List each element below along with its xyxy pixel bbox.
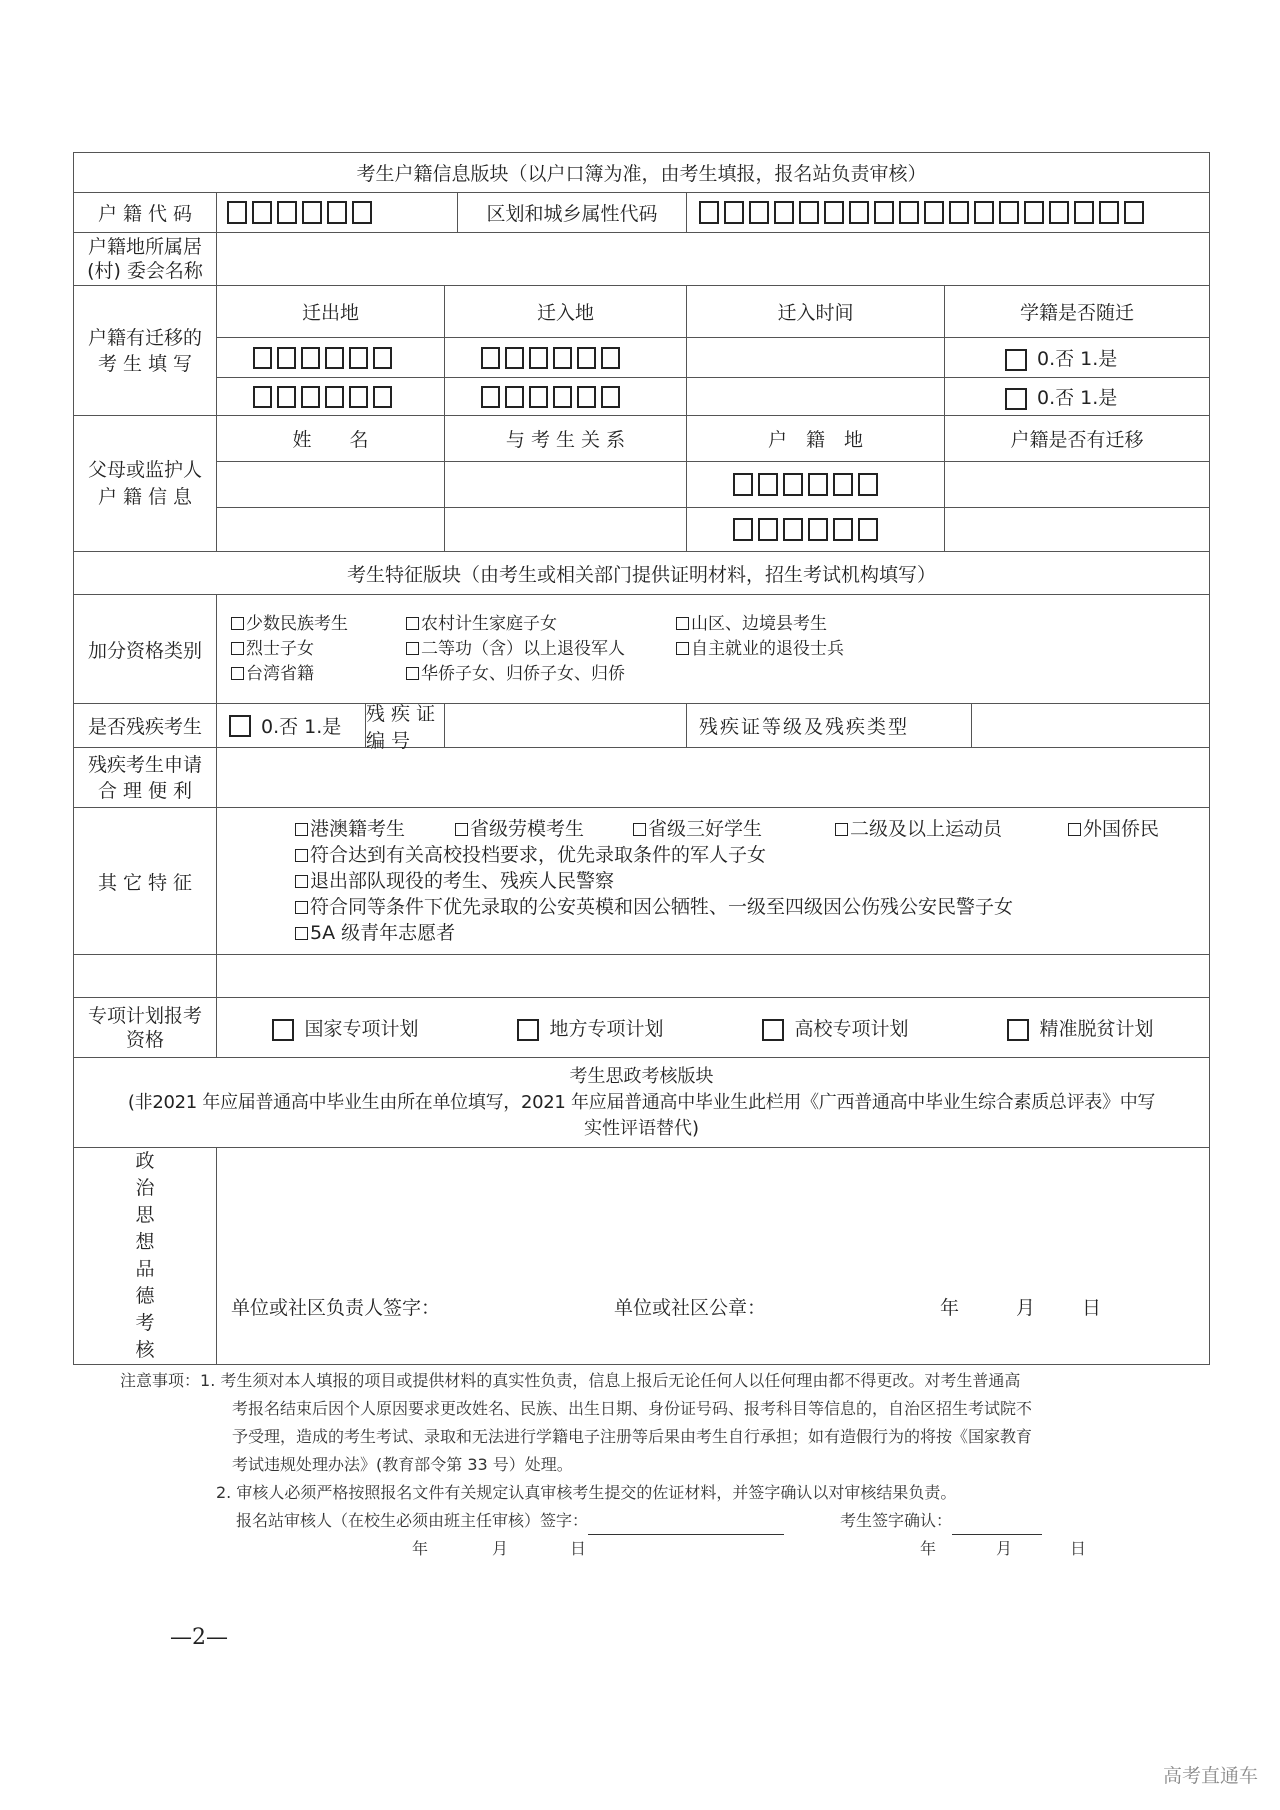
month-label: 月 — [1016, 1297, 1036, 1319]
other-options — [217, 810, 1209, 952]
student-day: 日 — [1070, 1539, 1087, 1558]
special-plan-option[interactable]: 精准脱贫计划 — [1007, 1014, 1153, 1041]
region-code-label: 区划和城乡属性代码 — [486, 203, 658, 225]
guardian-name-2[interactable] — [217, 508, 445, 552]
bonus-option[interactable]: 少数民族考生 — [231, 612, 406, 637]
special-plan-option[interactable]: 国家专项计划 — [272, 1014, 418, 1041]
signer-label: 单位或社区负责人签字： — [231, 1297, 441, 1319]
student-sign-line[interactable] — [952, 1516, 1042, 1535]
disabled-cert-level-field[interactable] — [972, 704, 1209, 747]
note-1-line-2: 考报名结束后因个人原因要求更改姓名、民族、出生日期、身份证号码、报考科目等信息的，自治区招生考试院不 — [232, 1399, 1033, 1418]
migration-out-boxes-2[interactable] — [217, 378, 445, 416]
guardian-header-relation: 与 考 生 关 系 — [445, 416, 687, 462]
migration-in-boxes-1[interactable] — [445, 338, 687, 378]
checkbox-icon[interactable] — [1005, 349, 1027, 371]
migration-school-2[interactable]: 0.否 1.是 — [945, 378, 1210, 416]
accommodation-label: 残疾考生申请 合 理 便 利 — [74, 748, 217, 808]
migration-school-1[interactable]: 0.否 1.是 — [945, 338, 1210, 378]
hukou-code-label: 户 籍 代 码 — [74, 193, 217, 233]
other-option[interactable]: 外国侨民 — [1068, 816, 1159, 842]
reviewer-month: 月 — [492, 1539, 509, 1558]
guardian-place-boxes-2[interactable] — [687, 508, 945, 552]
bonus-option[interactable]: 山区、边境县考生 — [676, 612, 896, 637]
section1-title: 考生户籍信息版块（以户口簿为准，由考生填报，报名站负责审核） — [74, 153, 1210, 193]
other-option[interactable]: 省级三好学生 — [633, 816, 807, 842]
checkbox-icon[interactable] — [1007, 1019, 1029, 1041]
guardian-header-place: 户 籍 地 — [687, 416, 945, 462]
other-option[interactable]: 符合同等条件下优先录取的公安英模和因公牺牲、一级至四级因公伤残公安民警子女 — [295, 894, 1209, 920]
special-plan-label: 专项计划报考 资格 — [74, 998, 217, 1058]
page-number: —2— — [170, 1625, 228, 1650]
disabled-cert-no-label: 残 疾 证 编 号 — [366, 702, 436, 752]
student-sign-label: 考生签字确认： — [840, 1511, 953, 1530]
reviewer-day: 日 — [570, 1539, 587, 1558]
note-1-line-4: 考试违规处理办法》(教育部令第 33 号）处理。 — [232, 1455, 573, 1474]
bonus-option[interactable]: 华侨子女、归侨子女、归侨 — [406, 662, 676, 687]
migration-time-2[interactable] — [687, 378, 945, 416]
hukou-code-boxes[interactable] — [217, 193, 458, 232]
reviewer-sign-label: 报名站审核人（在校生必须由班主任审核）签字： — [236, 1511, 589, 1530]
migration-label: 户籍有迁移的 考 生 填 写 — [74, 286, 217, 416]
checkbox-icon[interactable] — [272, 1019, 294, 1041]
guardian-relation-1[interactable] — [445, 462, 687, 508]
day-label: 日 — [1082, 1297, 1102, 1319]
migration-time-1[interactable] — [687, 338, 945, 378]
migration-out-boxes-1[interactable] — [217, 338, 445, 378]
student-year: 年 — [920, 1539, 937, 1558]
bonus-option[interactable]: 农村计生家庭子女 — [406, 612, 676, 637]
registration-form-table — [73, 152, 1210, 1365]
guardian-migrated-2[interactable] — [945, 508, 1210, 552]
checkbox-icon[interactable] — [229, 715, 251, 737]
other-option[interactable]: 退出部队现役的考生、残疾人民警察 — [295, 868, 1209, 894]
migration-header-time: 迁入时间 — [687, 286, 945, 338]
disabled-option[interactable]: 0.否 1.是 — [217, 704, 366, 747]
accommodation-field[interactable] — [217, 748, 1210, 808]
disabled-cert-no-field[interactable] — [445, 704, 687, 748]
other-option[interactable]: 港澳籍考生 — [295, 816, 427, 842]
notes-section — [120, 1367, 1200, 1563]
watermark: 高考直通车 — [1162, 1765, 1258, 1787]
blank-cell — [74, 955, 217, 998]
other-label: 其 它 特 征 — [74, 808, 217, 955]
special-plan-option[interactable]: 地方专项计划 — [517, 1014, 663, 1041]
bonus-option[interactable]: 自主就业的退役士兵 — [676, 637, 896, 662]
committee-label: 户籍地所属居 (村) 委会名称 — [74, 233, 217, 286]
guardian-place-boxes-1[interactable] — [687, 462, 945, 508]
migration-header-in: 迁入地 — [445, 286, 687, 338]
bonus-options — [231, 608, 1203, 691]
migration-in-boxes-2[interactable] — [445, 378, 687, 416]
other-option[interactable]: 符合达到有关高校投档要求，优先录取条件的军人子女 — [295, 842, 1209, 868]
other-option[interactable]: 省级劳模考生 — [455, 816, 605, 842]
disabled-cert-level-label: 残疾证等级及残疾类型 — [687, 704, 972, 747]
committee-name-field[interactable] — [217, 233, 1210, 286]
migration-header-school: 学籍是否随迁 — [945, 286, 1210, 338]
other-option[interactable]: 5A 级青年志愿者 — [295, 920, 1209, 946]
guardian-header-migrated: 户籍是否有迁移 — [945, 416, 1210, 462]
section3-title: 考生思政考核版块 (非2021 年应届普通高中毕业生由所在单位填写，2021 年应届普通高中毕业生此栏用《广西普通高中毕业生综合素质总评表》中写 实性评语替代) — [74, 1058, 1210, 1148]
politics-field[interactable] — [217, 1148, 1210, 1365]
bonus-option[interactable]: 台湾省籍 — [231, 662, 406, 687]
migration-header-out: 迁出地 — [217, 286, 445, 338]
guardian-migrated-1[interactable] — [945, 462, 1210, 508]
seal-label: 单位或社区公章： — [614, 1297, 767, 1319]
year-label: 年 — [940, 1297, 960, 1319]
guardian-label: 父母或监护人 户 籍 信 息 — [74, 416, 217, 552]
other-option[interactable]: 二级及以上运动员 — [835, 816, 1040, 842]
special-plan-option[interactable]: 高校专项计划 — [762, 1014, 908, 1041]
student-month: 月 — [996, 1539, 1013, 1558]
note-1-line-1: 1. 考生须对本人填报的项目或提供材料的真实性负责，信息上报后无论任何人以任何理由都不得更改。对考生普通高 — [200, 1371, 1021, 1390]
bonus-option[interactable]: 二等功（含）以上退役军人 — [406, 637, 676, 662]
section2-title: 考生特征版块（由考生或相关部门提供证明材料，招生考试机构填写） — [74, 552, 1210, 595]
bonus-label: 加分资格类别 — [74, 595, 217, 704]
special-plan-options — [223, 1014, 1203, 1041]
notes-prefix: 注意事项： — [120, 1371, 201, 1390]
guardian-relation-2[interactable] — [445, 508, 687, 552]
guardian-name-1[interactable] — [217, 462, 445, 508]
reviewer-year: 年 — [412, 1539, 429, 1558]
guardian-header-name: 姓 名 — [217, 416, 445, 462]
note-2: 2. 审核人必须严格按照报名文件有关规定认真审核考生提交的佐证材料，并签字确认以对审核结果负责。 — [216, 1483, 957, 1502]
region-code-boxes[interactable] — [687, 193, 1210, 233]
disabled-label: 是否残疾考生 — [74, 704, 217, 748]
bonus-option[interactable]: 烈士子女 — [231, 637, 406, 662]
checkbox-icon[interactable] — [517, 1019, 539, 1041]
checkbox-icon[interactable] — [762, 1019, 784, 1041]
politics-label: 政 治 思 想 品 德 考 核 — [74, 1148, 217, 1365]
blank-field[interactable] — [217, 955, 1210, 998]
checkbox-icon[interactable] — [1005, 388, 1027, 410]
reviewer-sign-line[interactable] — [588, 1516, 784, 1535]
note-1-line-3: 予受理，造成的考生考试、录取和无法进行学籍电子注册等后果由考生自行承担；如有造假行为的将按《国家教育 — [232, 1427, 1033, 1446]
